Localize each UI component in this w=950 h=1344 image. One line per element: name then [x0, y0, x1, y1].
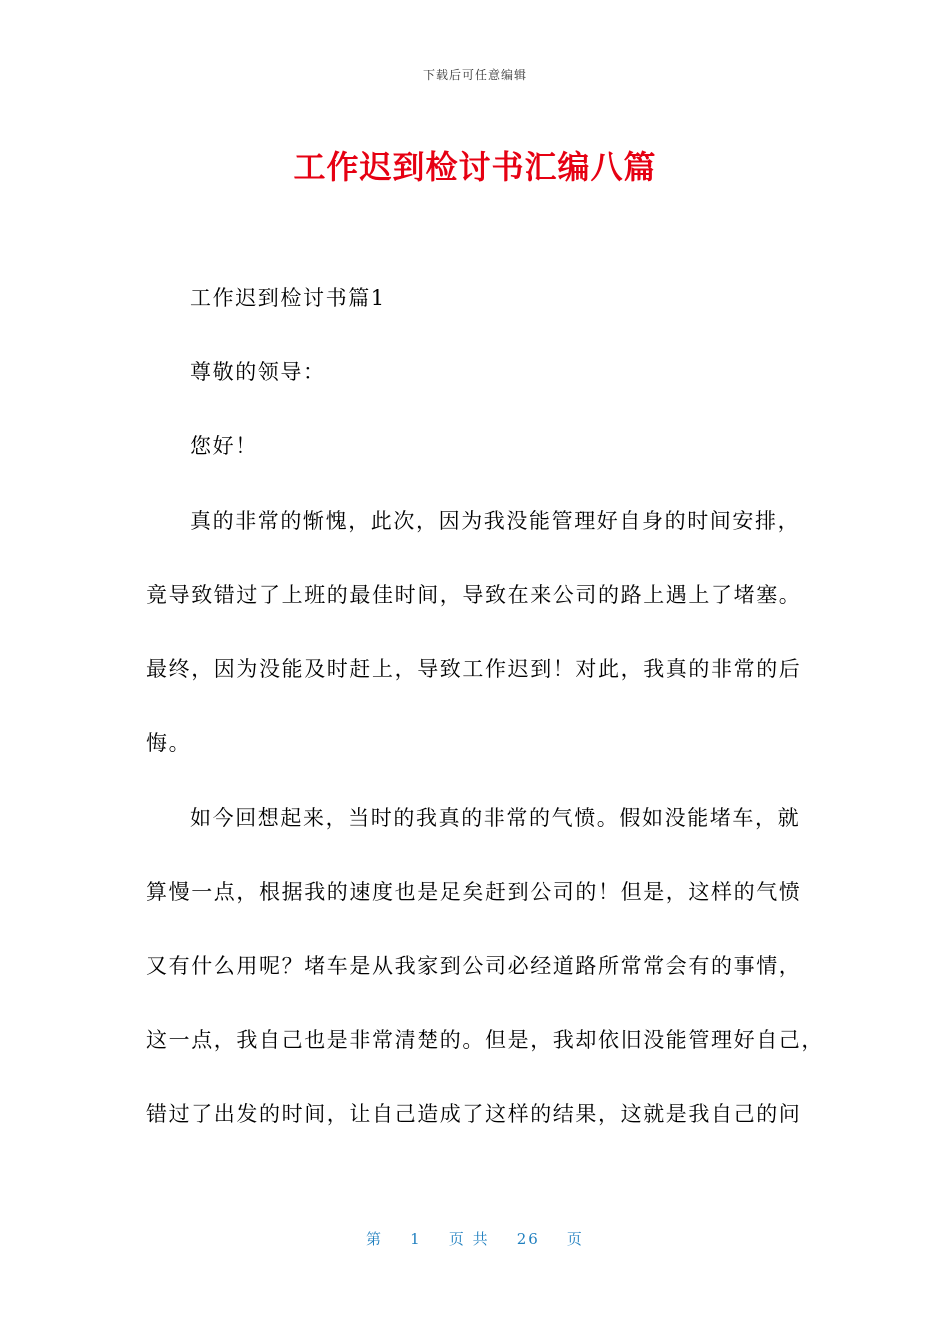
section-heading: 工作迟到检讨书篇1 — [190, 286, 386, 310]
paragraph-2-line-4: 这一点，我自己也是非常清楚的。但是，我却依旧没能管理好自己， — [146, 1028, 824, 1052]
page-footer — [0, 1228, 950, 1249]
header-note: 下载后可任意编辑 — [422, 68, 527, 82]
footer-prefix: 第 — [366, 1230, 384, 1248]
footer-suffix: 页 — [566, 1230, 584, 1248]
greeting: 您好！ — [190, 434, 258, 458]
paragraph-2-line-3: 又有什么用呢？堵车是从我家到公司必经道路所常常会有的事情， — [146, 954, 802, 978]
footer-total-pages: 26 — [516, 1230, 540, 1248]
paragraph-1-line-2: 竟导致错过了上班的最佳时间，导致在来公司的路上遇上了堵塞。 — [146, 583, 802, 607]
paragraph-1-line-3: 最终，因为没能及时赶上，导致工作迟到！对此，我真的非常的后 — [146, 657, 802, 681]
salutation: 尊敬的领导： — [190, 360, 326, 384]
footer-current-page: 1 — [410, 1230, 422, 1248]
document-title: 工作迟到检讨书汇编八篇 — [293, 148, 657, 186]
paragraph-1-line-4: 悔。 — [146, 731, 192, 755]
paragraph-2-line-1: 如今回想起来，当时的我真的非常的气愤。假如没能堵车，就 — [190, 806, 801, 830]
footer-middle: 页 共 — [448, 1230, 490, 1248]
paragraph-1-line-1: 真的非常的惭愧，此次，因为我没能管理好自身的时间安排， — [190, 509, 801, 533]
paragraph-2-line-5: 错过了出发的时间，让自己造成了这样的结果，这就是我自己的问 — [146, 1102, 802, 1126]
paragraph-2-line-2: 算慢一点，根据我的速度也是足矣赶到公司的！但是，这样的气愤 — [146, 880, 802, 904]
